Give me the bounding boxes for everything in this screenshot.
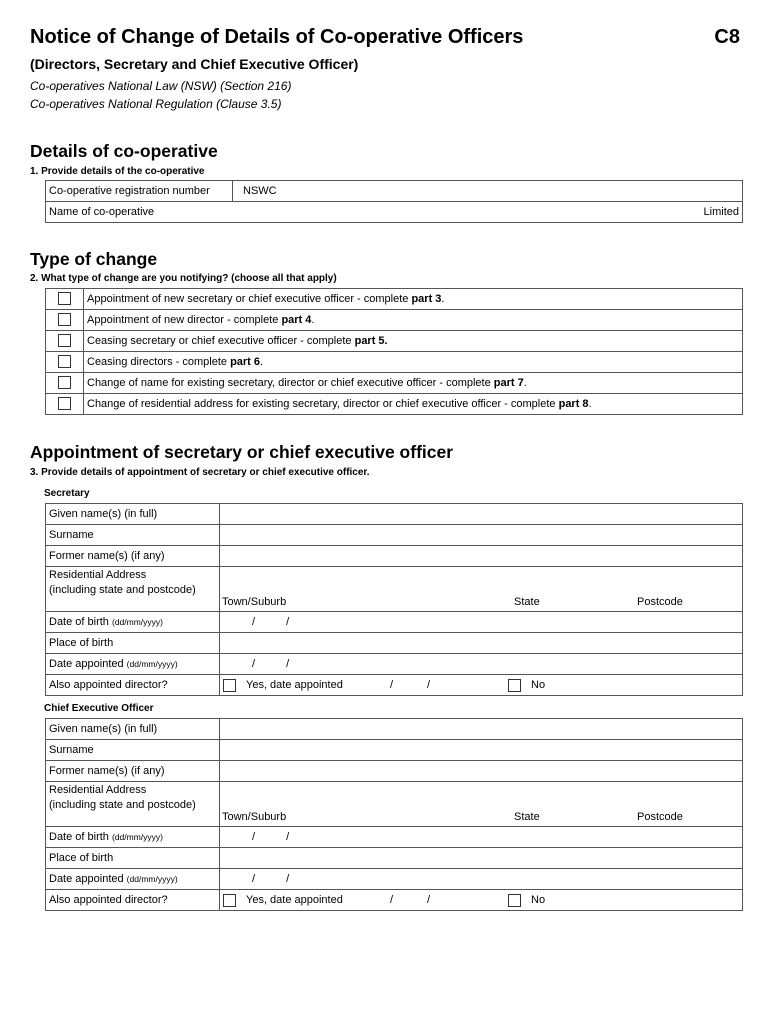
sec-also-director-field: Yes, date appointed / / No: [220, 675, 743, 696]
ceo-given-label: Given name(s) (in full): [46, 719, 220, 740]
option-label-part3: Appointment of new secretary or chief executive officer - complete part 3.: [84, 289, 743, 310]
sec-surname-field[interactable]: [220, 525, 743, 546]
ceo-director-no-checkbox[interactable]: [508, 894, 521, 907]
law-reference-2: Co-operatives National Regulation (Clause 3.5): [30, 97, 282, 111]
ceo-surname-field[interactable]: [220, 740, 743, 761]
option-label-part5: Ceasing secretary or chief executive officer - complete part 5.: [84, 331, 743, 352]
details-heading: Details of co-operative: [30, 141, 218, 161]
ceo-appointed-label: Date appointed (dd/mm/yyyy): [46, 869, 220, 890]
ceo-director-yes-label: Yes, date appointed: [246, 893, 343, 906]
sec-address-field[interactable]: [220, 567, 743, 612]
option-label-part8: Change of residential address for existing secretary, director or chief executive officer - complete part 8.: [84, 394, 743, 415]
ceo-director-yes-checkbox[interactable]: [223, 894, 236, 907]
ceo-former-field[interactable]: [220, 761, 743, 782]
sec-given-field[interactable]: [220, 504, 743, 525]
ceo-subheading: Chief Executive Officer: [44, 703, 154, 714]
ceo-pob-field[interactable]: [220, 848, 743, 869]
option-label-part4: Appointment of new director - complete part 4.: [84, 310, 743, 331]
form-subtitle: (Directors, Secretary and Chief Executive Officer): [30, 56, 359, 72]
option-label-part7: Change of name for existing secretary, director or chief executive officer - complete part 7.: [84, 373, 743, 394]
option-checkbox-part7[interactable]: [58, 376, 71, 389]
secretary-subheading: Secretary: [44, 488, 90, 499]
sec-state-label: State: [514, 596, 540, 608]
ceo-table: [45, 718, 743, 911]
appointment-heading: Appointment of secretary or chief executive officer: [30, 442, 454, 462]
change-question: 2. What type of change are you notifying? (choose all that apply): [30, 273, 337, 284]
sec-dob-field[interactable]: / /: [220, 612, 743, 633]
sec-pob-label: Place of birth: [46, 633, 220, 654]
ceo-also-director-label: Also appointed director?: [46, 890, 220, 911]
details-table: [45, 180, 743, 223]
sec-former-field[interactable]: [220, 546, 743, 567]
appointment-question: 3. Provide details of appointment of secretary or chief executive officer.: [30, 467, 370, 478]
form-code: C8: [714, 26, 740, 48]
ceo-appointed-field[interactable]: / /: [220, 869, 743, 890]
ceo-surname-label: Surname: [46, 740, 220, 761]
sec-surname-label: Surname: [46, 525, 220, 546]
change-table: [45, 288, 743, 415]
sec-dob-label: Date of birth (dd/mm/yyyy): [46, 612, 220, 633]
sec-appointed-label: Date appointed (dd/mm/yyyy): [46, 654, 220, 675]
sec-town-label: Town/Suburb: [222, 596, 287, 608]
sec-given-label: Given name(s) (in full): [46, 504, 220, 525]
sec-director-no-label: No: [531, 678, 546, 691]
sec-postcode-label: Postcode: [637, 596, 683, 608]
option-checkbox-part5[interactable]: [58, 334, 71, 347]
change-heading: Type of change: [30, 249, 158, 269]
sec-pob-field[interactable]: [220, 633, 743, 654]
ceo-address-label: Residential Address (including state and postcode): [46, 782, 220, 827]
form-title: Notice of Change of Details of Co-operative Officers: [30, 26, 524, 48]
ceo-state-label: State: [514, 811, 540, 823]
details-question: 1. Provide details of the co-operative: [30, 166, 205, 177]
option-label-part6: Ceasing directors - complete part 6.: [84, 352, 743, 373]
coop-name-row[interactable]: [46, 202, 743, 223]
sec-director-yes-label: Yes, date appointed: [246, 678, 343, 691]
coop-name-suffix: Limited: [703, 205, 739, 218]
sec-appointed-field[interactable]: / /: [220, 654, 743, 675]
ceo-dob-label: Date of birth (dd/mm/yyyy): [46, 827, 220, 848]
ceo-director-no-label: No: [531, 893, 546, 906]
ceo-address-field[interactable]: [220, 782, 743, 827]
law-reference-1: Co-operatives National Law (NSW) (Section 216): [30, 79, 292, 93]
sec-also-director-label: Also appointed director?: [46, 675, 220, 696]
option-checkbox-part6[interactable]: [58, 355, 71, 368]
ceo-pob-label: Place of birth: [46, 848, 220, 869]
ceo-postcode-label: Postcode: [637, 811, 683, 823]
ceo-dob-field[interactable]: / /: [220, 827, 743, 848]
ceo-former-label: Former name(s) (if any): [46, 761, 220, 782]
sec-former-label: Former name(s) (if any): [46, 546, 220, 567]
option-checkbox-part8[interactable]: [58, 397, 71, 410]
sec-director-no-checkbox[interactable]: [508, 679, 521, 692]
registration-number-field[interactable]: NSWC: [233, 181, 743, 202]
option-checkbox-part3[interactable]: [58, 292, 71, 305]
registration-number-label: Co-operative registration number: [46, 181, 233, 202]
ceo-town-label: Town/Suburb: [222, 811, 287, 823]
sec-address-label: Residential Address (including state and postcode): [46, 567, 220, 612]
secretary-table: [45, 503, 743, 696]
ceo-given-field[interactable]: [220, 719, 743, 740]
sec-director-yes-checkbox[interactable]: [223, 679, 236, 692]
ceo-also-director-field: Yes, date appointed / / No: [220, 890, 743, 911]
option-checkbox-part4[interactable]: [58, 313, 71, 326]
coop-name-label: Name of co-operative: [49, 205, 155, 218]
